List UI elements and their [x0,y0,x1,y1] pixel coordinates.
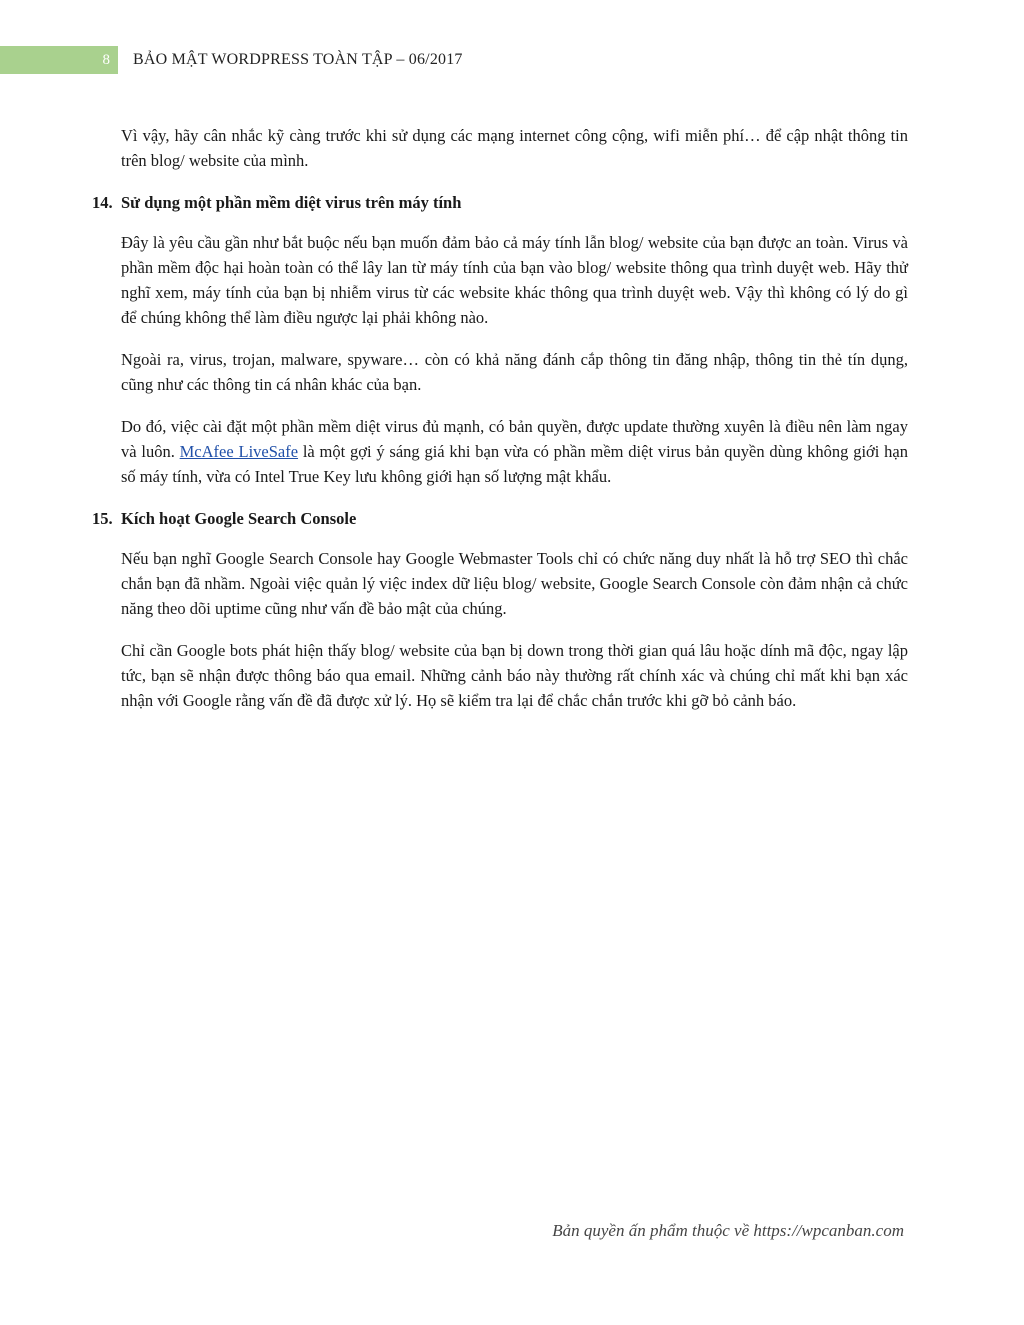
section-15-heading [92,506,908,531]
page-content [92,123,908,730]
section-15-paragraph-1: Nếu bạn nghĩ Google Search Console hay Google Webmaster Tools chỉ có chức năng duy nhất là hỗ trợ SEO thì chắc chắn bạn đã nhầm. Ngoài việc quản lý việc index dữ liệu blog/ website, Google Search Console còn đảm nhận cả chức năng theo dõi uptime cũng như vấn đề bảo mật của chúng. [121,549,908,618]
section-14-paragraph-2: Ngoài ra, virus, trojan, malware, spyware… còn có khả năng đánh cắp thông tin đăng nhập, thông tin thẻ tín dụng, cũng như các thông tin cá nhân khác của bạn. [121,350,908,394]
section-14-p3-text-after: là một gợi ý sáng giá khi bạn vừa có phần mềm diệt virus bản quyền dùng không giới hạn số máy tính, vừa có Intel True Key lưu không giới hạn số lượng mật khẩu. [121,442,908,486]
section-14-number: 14. [92,193,113,212]
copyright-footer: Bản quyền ấn phẩm thuộc về https://wpcanban.com [552,1221,904,1240]
section-15-paragraph-2: Chỉ cần Google bots phát hiện thấy blog/ website của bạn bị down trong thời gian quá lâu hoặc dính mã độc, ngay lập tức, bạn sẽ nhận được thông báo qua email. Những cảnh báo này thường rất chính xác và chúng chỉ mất khi bạn xác nhận với Google rằng vấn đề đã được xử lý. Họ sẽ kiểm tra lại để chắc chắn trước khi gỡ bỏ cảnh báo. [121,641,908,710]
section-14-paragraph-3 [121,414,908,489]
section-14-heading [92,190,908,215]
mcafee-livesafe-link[interactable]: McAfee LiveSafe [179,442,299,461]
section-15-number: 15. [92,509,113,528]
intro-paragraph: Vì vậy, hãy cân nhắc kỹ càng trước khi sử dụng các mạng internet công cộng, wifi miễn phí… để cập nhật thông tin trên blog/ website của mình. [121,126,908,170]
document-title: BẢO MẬT WORDPRESS TOÀN TẬP – 06/2017 [133,51,463,68]
section-14-p3-text-before: Do đó, việc cài đặt một phần mềm diệt virus đủ mạnh, có bản quyền, được update thường xuyên là điều nên làm ngay và luôn. [121,417,908,461]
section-15-title: Kích hoạt Google Search Console [121,509,357,528]
page-header [0,46,1024,74]
section-14-title: Sử dụng một phần mềm diệt virus trên máy tính [121,193,462,212]
page-number: 8 [0,46,118,74]
section-14-paragraph-1: Đây là yêu cầu gần như bắt buộc nếu bạn muốn đảm bảo cả máy tính lẫn blog/ website của bạn được an toàn. Virus và phần mềm độc hại hoàn toàn có thể lây lan từ máy tính của bạn vào blog/ website thông qua trình duyệt web. Hãy thử nghĩ xem, máy tính của bạn bị nhiễm virus từ các website khác thông qua trình duyệt web. Vậy thì không có lý do gì để chúng không thể làm điều ngược lại phải không nào. [121,233,908,327]
